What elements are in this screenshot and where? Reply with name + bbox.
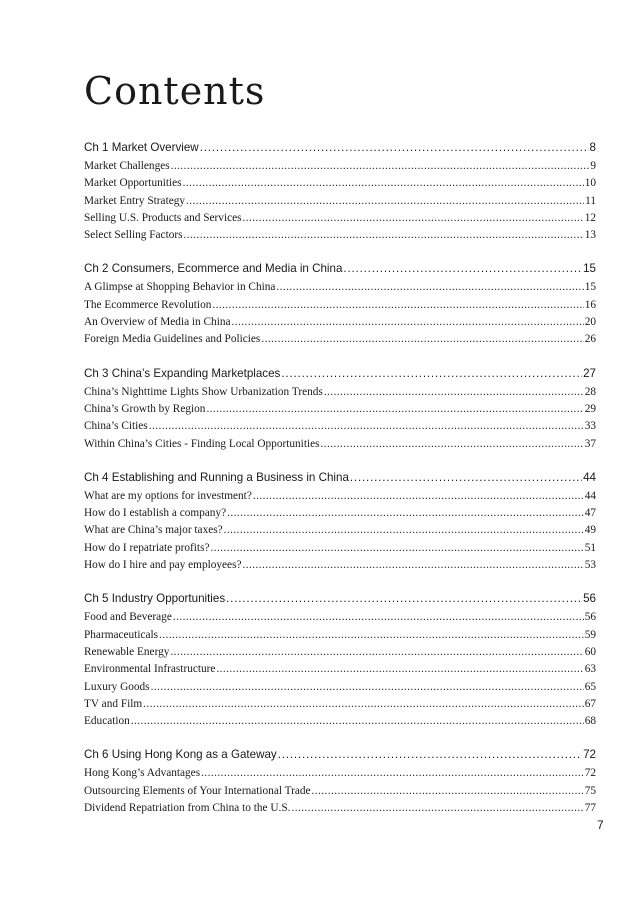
- dot-leader: [159, 627, 584, 644]
- toc-chapter-entry-label: Ch 2 Consumers, Ecommerce and Media in China: [84, 259, 342, 279]
- toc-section-entry[interactable]: [84, 505, 596, 522]
- toc-section-entry-label: Selling U.S. Products and Services: [84, 210, 242, 227]
- toc-section-entry-page-number: 56: [585, 609, 596, 626]
- toc-section-entry-page-number: 72: [585, 765, 596, 782]
- dot-leader: [343, 259, 582, 279]
- toc-section-entry[interactable]: [84, 158, 596, 175]
- dot-leader: [261, 331, 583, 348]
- toc-section-entry-label: Select Selling Factors: [84, 227, 183, 244]
- toc-chapter-entry-label: Ch 4 Establishing and Running a Business in China: [84, 468, 349, 488]
- toc-chapter: [84, 364, 596, 453]
- toc-section-entry-page-number: 16: [585, 297, 596, 314]
- toc-chapter-entry-label: Ch 6 Using Hong Kong as a Gateway: [84, 745, 277, 765]
- toc-section-entry-page-number: 53: [585, 557, 596, 574]
- toc-section-entry-label: How do I repatriate profits?: [84, 540, 209, 557]
- toc-section-entry-label: Renewable Energy: [84, 644, 169, 661]
- toc-section-entry[interactable]: [84, 210, 596, 227]
- toc-section-entry-label: China’s Growth by Region: [84, 401, 205, 418]
- toc-section-entry-label: Food and Beverage: [84, 609, 172, 626]
- toc-section-entry-label: Within China’s Cities - Finding Local Opportunities: [84, 436, 320, 453]
- dot-leader: [232, 314, 584, 331]
- dot-leader: [324, 384, 584, 401]
- dot-leader: [224, 522, 584, 539]
- toc-section-entry-page-number: 75: [585, 783, 596, 800]
- toc-section-entry-page-number: 28: [585, 384, 596, 401]
- toc-section-entry-label: Market Opportunities: [84, 175, 182, 192]
- toc-section-entry-page-number: 51: [585, 540, 596, 557]
- dot-leader: [281, 364, 582, 384]
- toc-section-entry-label: Hong Kong’s Advantages: [84, 765, 200, 782]
- toc-section-entry[interactable]: [84, 384, 596, 401]
- toc-chapter-entry-page-number: 56: [583, 589, 596, 609]
- dot-leader: [227, 505, 584, 522]
- toc-section-entry-page-number: 49: [585, 522, 596, 539]
- toc-chapter: [84, 259, 596, 348]
- toc-section-entry-label: Dividend Repatriation from China to the U.S.: [84, 800, 290, 817]
- toc-chapter-entry[interactable]: [84, 468, 596, 488]
- dot-leader: [149, 418, 584, 435]
- dot-leader: [276, 279, 583, 296]
- page-number: 7: [597, 818, 604, 832]
- dot-leader: [201, 765, 584, 782]
- toc-section-entry-page-number: 10: [585, 175, 596, 192]
- toc-section-entry[interactable]: [84, 314, 596, 331]
- page-title: Contents: [84, 69, 266, 113]
- toc-section-entry-page-number: 9: [590, 158, 596, 175]
- toc-section-entry-page-number: 77: [585, 800, 596, 817]
- toc-section-entry-label: Environmental Infrastructure: [84, 661, 215, 678]
- toc-section-entry-label: The Ecommerce Revolution: [84, 297, 211, 314]
- toc-section-entry-page-number: 11: [585, 193, 596, 210]
- toc-section-entry-page-number: 44: [585, 488, 596, 505]
- toc-section-entry-label: An Overview of Media in China: [84, 314, 231, 331]
- toc-section-entry[interactable]: [84, 765, 596, 782]
- toc-chapter-entry[interactable]: [84, 364, 596, 384]
- toc-section-entry-label: Market Challenges: [84, 158, 170, 175]
- dot-leader: [291, 800, 583, 817]
- dot-leader: [171, 158, 590, 175]
- toc-section-entry[interactable]: [84, 331, 596, 348]
- toc-section-entry-page-number: 29: [585, 401, 596, 418]
- dot-leader: [312, 783, 584, 800]
- toc-section-entry-page-number: 15: [585, 279, 596, 296]
- toc-section-entry-label: TV and Film: [84, 696, 142, 713]
- toc-section-entry[interactable]: [84, 297, 596, 314]
- dot-leader: [210, 540, 583, 557]
- toc-chapter-entry[interactable]: [84, 589, 596, 609]
- toc-section-entry-label: China’s Cities: [84, 418, 148, 435]
- toc-section-entry[interactable]: [84, 644, 596, 661]
- toc-chapter-entry-page-number: 15: [583, 259, 596, 279]
- toc-section-entry-label: Education: [84, 713, 130, 730]
- toc-chapter-entry[interactable]: [84, 745, 596, 765]
- dot-leader: [206, 401, 583, 418]
- dot-leader: [186, 193, 584, 210]
- dot-leader: [143, 696, 584, 713]
- toc-section-entry-label: Foreign Media Guidelines and Policies: [84, 331, 260, 348]
- toc-chapter-entry[interactable]: [84, 259, 596, 279]
- toc-chapter: [84, 589, 596, 730]
- toc-section-entry[interactable]: [84, 800, 596, 817]
- toc-chapter-entry-page-number: 72: [583, 745, 596, 765]
- toc-chapter: [84, 138, 596, 244]
- toc-chapter-entry[interactable]: [84, 138, 596, 158]
- toc-section-entry-label: Luxury Goods: [84, 679, 150, 696]
- toc-section-entry-label: What are China’s major taxes?: [84, 522, 223, 539]
- dot-leader: [183, 175, 584, 192]
- toc-section-entry[interactable]: [84, 227, 596, 244]
- toc-section-entry[interactable]: [84, 679, 596, 696]
- toc-section-entry[interactable]: [84, 436, 596, 453]
- dot-leader: [242, 557, 583, 574]
- toc-section-entry[interactable]: [84, 661, 596, 678]
- dot-leader: [212, 297, 583, 314]
- toc-section-entry-page-number: 26: [585, 331, 596, 348]
- toc-section-entry-page-number: 63: [585, 661, 596, 678]
- toc-section-entry[interactable]: [84, 279, 596, 296]
- dot-leader: [200, 138, 589, 158]
- toc-section-entry[interactable]: [84, 609, 596, 626]
- dot-leader: [173, 609, 584, 626]
- toc-chapter-entry-page-number: 27: [583, 364, 596, 384]
- toc-section-entry-page-number: 65: [585, 679, 596, 696]
- toc-section-entry[interactable]: [84, 488, 596, 505]
- dot-leader: [321, 436, 584, 453]
- toc-chapter-entry-label: Ch 3 China’s Expanding Marketplaces: [84, 364, 280, 384]
- toc-section-entry-page-number: 68: [585, 713, 596, 730]
- toc-section-entry[interactable]: [84, 627, 596, 644]
- toc-section-entry-label: How do I hire and pay employees?: [84, 557, 241, 574]
- toc-section-entry-page-number: 67: [585, 696, 596, 713]
- dot-leader: [131, 713, 584, 730]
- dot-leader: [278, 745, 582, 765]
- toc-section-entry[interactable]: [84, 522, 596, 539]
- toc-chapter: [84, 745, 596, 817]
- toc-section-entry[interactable]: [84, 696, 596, 713]
- toc-section-entry-label: China’s Nighttime Lights Show Urbanization Trends: [84, 384, 323, 401]
- toc-section-entry-label: How do I establish a company?: [84, 505, 226, 522]
- toc-section-entry[interactable]: [84, 193, 596, 210]
- dot-leader: [216, 661, 583, 678]
- toc-section-entry-page-number: 33: [585, 418, 596, 435]
- toc-section-entry-page-number: 59: [585, 627, 596, 644]
- dot-leader: [253, 488, 584, 505]
- toc-chapter: [84, 468, 596, 574]
- table-of-contents: [84, 138, 596, 832]
- dot-leader: [170, 644, 583, 661]
- dot-leader: [350, 468, 582, 488]
- toc-section-entry-label: Pharmaceuticals: [84, 627, 158, 644]
- toc-section-entry-page-number: 12: [585, 210, 596, 227]
- toc-section-entry[interactable]: [84, 713, 596, 730]
- toc-section-entry-label: Market Entry Strategy: [84, 193, 185, 210]
- dot-leader: [243, 210, 584, 227]
- toc-chapter-entry-label: Ch 1 Market Overview: [84, 138, 199, 158]
- toc-chapter-entry-page-number: 44: [583, 468, 596, 488]
- toc-section-entry[interactable]: [84, 540, 596, 557]
- toc-section-entry-page-number: 37: [585, 436, 596, 453]
- toc-section-entry-page-number: 13: [585, 227, 596, 244]
- dot-leader: [151, 679, 584, 696]
- toc-section-entry-label: What are my options for investment?: [84, 488, 252, 505]
- dot-leader: [184, 227, 584, 244]
- toc-section-entry-label: A Glimpse at Shopping Behavior in China: [84, 279, 275, 296]
- toc-chapter-entry-label: Ch 5 Industry Opportunities: [84, 589, 225, 609]
- toc-section-entry[interactable]: [84, 557, 596, 574]
- toc-section-entry[interactable]: [84, 401, 596, 418]
- toc-section-entry-page-number: 20: [585, 314, 596, 331]
- toc-section-entry[interactable]: [84, 418, 596, 435]
- dot-leader: [226, 589, 582, 609]
- toc-chapter-entry-page-number: 8: [590, 138, 596, 158]
- toc-section-entry[interactable]: [84, 783, 596, 800]
- toc-section-entry-page-number: 60: [585, 644, 596, 661]
- toc-section-entry-page-number: 47: [585, 505, 596, 522]
- toc-section-entry[interactable]: [84, 175, 596, 192]
- toc-section-entry-label: Outsourcing Elements of Your International Trade: [84, 783, 311, 800]
